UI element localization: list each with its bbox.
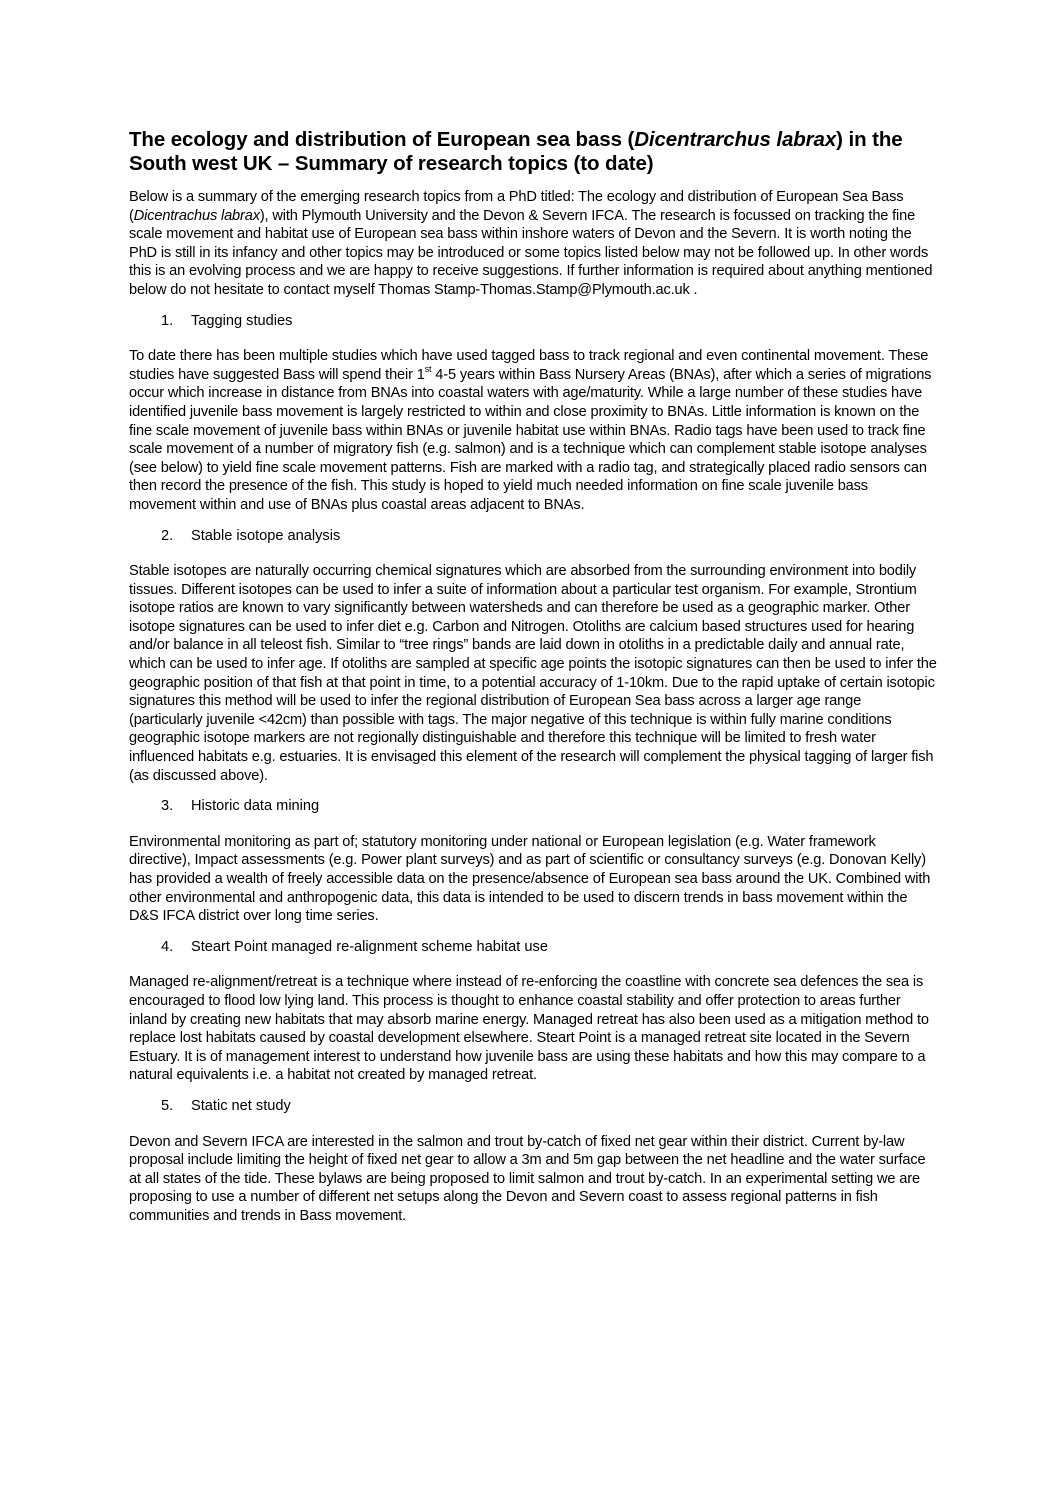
section-number: 2. xyxy=(161,527,174,544)
section-heading-tagging xyxy=(129,312,937,331)
document-page xyxy=(129,128,937,1226)
section-paragraph-stable-isotope: Stable isotopes are naturally occurring chemical signatures which are absorbed from the surrounding environment into bodily tissues. Different isotopes can be used to infer a suite of information about a particular test organism. For example, Strontium isotope ratios are known to vary significantly between watersheds and can therefore be used as a geographic marker. Other isotope signatures can be used to infer diet e.g. Carbon and Nitrogen. Otoliths are calcium based structures used for hearing and/or balance in all teleost fish. Similar to “tree rings” bands are laid down in otoliths in a predictable daily and annual rate, which can be used to infer age. If otoliths are sampled at specific age points the isotopic signatures can then be used to infer the geographic position of that fish at that point in time, to a potential accuracy of 1-10km. Due to the rapid uptake of certain isotopic signatures this method will be used to infer the regional distribution of European Sea bass across a larger age range (particularly juvenile <42cm) than possible with tags. The major negative of this technique is within fully marine conditions geographic isotope markers are not regionally distinguishable and therefore this technique will be limited to fresh water influenced habitats e.g. estuaries. It is envisaged this element of the research will complement the physical tagging of larger fish (as discussed above). xyxy=(129,563,937,784)
title-species-name: Dicentrarchus labrax xyxy=(634,128,837,151)
intro-species-name: Dicentrachus labrax xyxy=(133,207,260,224)
section-title: Steart Point managed re-alignment scheme habitat use xyxy=(191,938,548,955)
section-title: Stable isotope analysis xyxy=(191,527,341,544)
section-title: Tagging studies xyxy=(191,312,293,329)
section-number: 4. xyxy=(161,938,174,955)
section-heading-stable-isotope xyxy=(129,527,937,546)
title-part-1: The ecology and distribution of European sea bass ( xyxy=(129,128,635,151)
section-text-part-1: To date there has been multiple studies which have used tagged bass to track regional and even continental movement. These studies have suggested Bass will spend their 1 xyxy=(129,348,929,383)
intro-paragraph xyxy=(129,188,937,300)
section-title: Historic data mining xyxy=(191,798,320,815)
section-heading-static-net xyxy=(129,1097,937,1116)
document-title xyxy=(129,128,937,176)
section-paragraph-historic-data: Environmental monitoring as part of; statutory monitoring under national or European legislation (e.g. Water framework directive), Impact assessments (e.g. Power plant surveys) and as part of scientific or consultancy surveys (e.g. Donovan Kelly) has provided a wealth of freely accessible data on the presence/absence of European sea bass around the UK. Combined with other environmental and anthropogenic data, this data is intended to be used to discern trends in bass movement within the D&S IFCA district over long time series. xyxy=(129,833,931,925)
section-number: 1. xyxy=(161,312,174,329)
section-number: 5. xyxy=(161,1097,174,1114)
intro-part-1: Below is a summary of the emerging research topics from a PhD titled: The ecology and distribution of European Sea Bass ( xyxy=(129,189,904,224)
section-heading-steart-point xyxy=(129,938,937,957)
section-heading-historic-data xyxy=(129,797,937,816)
intro-part-2: ), with Plymouth University and the Devon & Severn IFCA. The research is focussed on tracking the fine scale movement and habitat use of European sea bass within inshore waters of Devon and the Severn. It is worth noting the PhD is still in its infancy and other topics may be introduced or some topics listed below may not be followed up. In other words this is an evolving process and we are happy to receive suggestions. If further information is required about anything mentioned below do not hesitate to contact myself Thomas Stamp-Thomas.Stamp@Plymouth.ac.uk . xyxy=(129,207,933,298)
section-text-part-2: 4-5 years within Bass Nursery Areas (BNAs), after which a series of migrations occur which increase in distance from BNAs into coastal waters with age/maturity. While a large number of these studies have identified juvenile bass movement is largely restricted to within and close proximity to BNAs. Little information is known on the fine scale movement of juvenile bass within BNAs or juvenile habitat use within BNAs. Radio tags have been used to track fine scale movement of a number of migratory fish (e.g. salmon) and is a technique which can complement stable isotope analyses (see below) to yield fine scale movement patterns. Fish are marked with a radio tag, and strategically placed radio sensors can then record the presence of the fish. This study is hoped to yield much needed information on fine scale juvenile bass movement within and use of BNAs plus coastal areas adjacent to BNAs. xyxy=(129,366,932,513)
title-part-2: ) in the South west UK – Summary of research topics (to date) xyxy=(129,128,903,175)
section-paragraph-steart-point: Managed re-alignment/retreat is a technique where instead of re-enforcing the coastline with concrete sea defences the sea is encouraged to flood low lying land. This process is thought to enhance coastal stability and offer protection to areas further inland by creating new habitats that may absorb marine energy. Managed retreat has also been used as a mitigation method to replace lost habitats caused by coastal development elsewhere. Steart Point is a managed retreat site located in the Severn Estuary. It is of management interest to understand how juvenile bass are using these habitats and how this may compare to a natural equivalents i.e. a habitat not created by managed retreat. xyxy=(129,974,929,1084)
section-paragraph-static-net: Devon and Severn IFCA are interested in the salmon and trout by-catch of fixed net gear within their district. Current by-law proposal include limiting the height of fixed net gear to allow a 3m and 5m gap between the net headline and the water surface at all states of the tide. These bylaws are being proposed to limit salmon and trout by-catch. In an experimental setting we are proposing to use a number of different net setups along the Devon and Severn coast to assess regional patterns in fish communities and trends in Bass movement. xyxy=(129,1133,926,1224)
superscript-ordinal: st xyxy=(424,363,432,374)
section-title: Static net study xyxy=(191,1097,291,1114)
section-number: 3. xyxy=(161,798,174,815)
section-paragraph-tagging xyxy=(129,347,937,514)
